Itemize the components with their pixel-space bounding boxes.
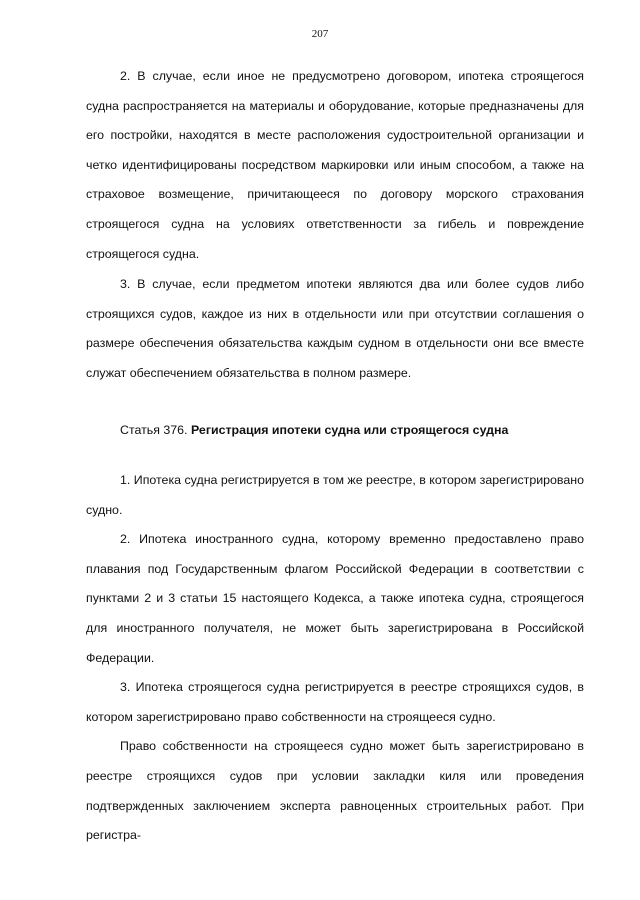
article-paragraph-3: 3. Ипотека строящегося судна регистрируется в реестре строящихся судов, в котором зарегистрировано право собственности на строящееся судно.	[86, 680, 584, 724]
paragraph-item-2: 2. В случае, если иное не предусмотрено договором, ипотека строящегося судна распространяется на материалы и оборудование, которые предназначены для его постройки, находятся в месте расположения судостроительной организации и четко идентифицированы посредством маркировки или иным способом, а также на страховое возмещение, причитающееся по договору морского страхования строящегося судна на условиях ответственности за гибель и повреждение строящегося судна.	[86, 69, 584, 261]
paragraph-item-3: 3. В случае, если предметом ипотеки являются два или более судов либо строящихся судов, каждое из них в отдельности или при отсутствии соглашения о размере обеспечения обязательства каждым судном в отдельности они все вместе служат обеспечением обязательства в полном размере.	[86, 277, 584, 380]
article-heading	[120, 420, 508, 440]
section-paragraphs-top	[86, 62, 584, 269]
article-title: Регистрация ипотеки судна или строящегося судна	[190, 423, 509, 437]
article-paragraph-1: 1. Ипотека судна регистрируется в том же реестре, в котором зарегистрировано судно.	[86, 473, 584, 517]
article-body	[86, 466, 584, 851]
article-paragraph-2: 2. Ипотека иностранного судна, которому временно предоставлено право плавания под Государственным флагом Российской Федерации в соответствии с пунктами 2 и 3 статьи 15 настоящего Кодекса, а также ипотека судна, строящегося для иностранного получателя, не может быть зарегистрирована в Российской Федерации.	[86, 532, 584, 665]
article-label: Статья 376.	[120, 423, 188, 437]
article-paragraph-4: Право собственности на строящееся судно может быть зарегистрировано в реестре строящихся судов при условии закладки киля или проведения подтвержденных заключением эксперта равноценных строительных работ. При регистра-	[86, 739, 584, 843]
section-paragraphs-top-continued	[86, 270, 584, 388]
page-number: 207	[311, 28, 329, 40]
